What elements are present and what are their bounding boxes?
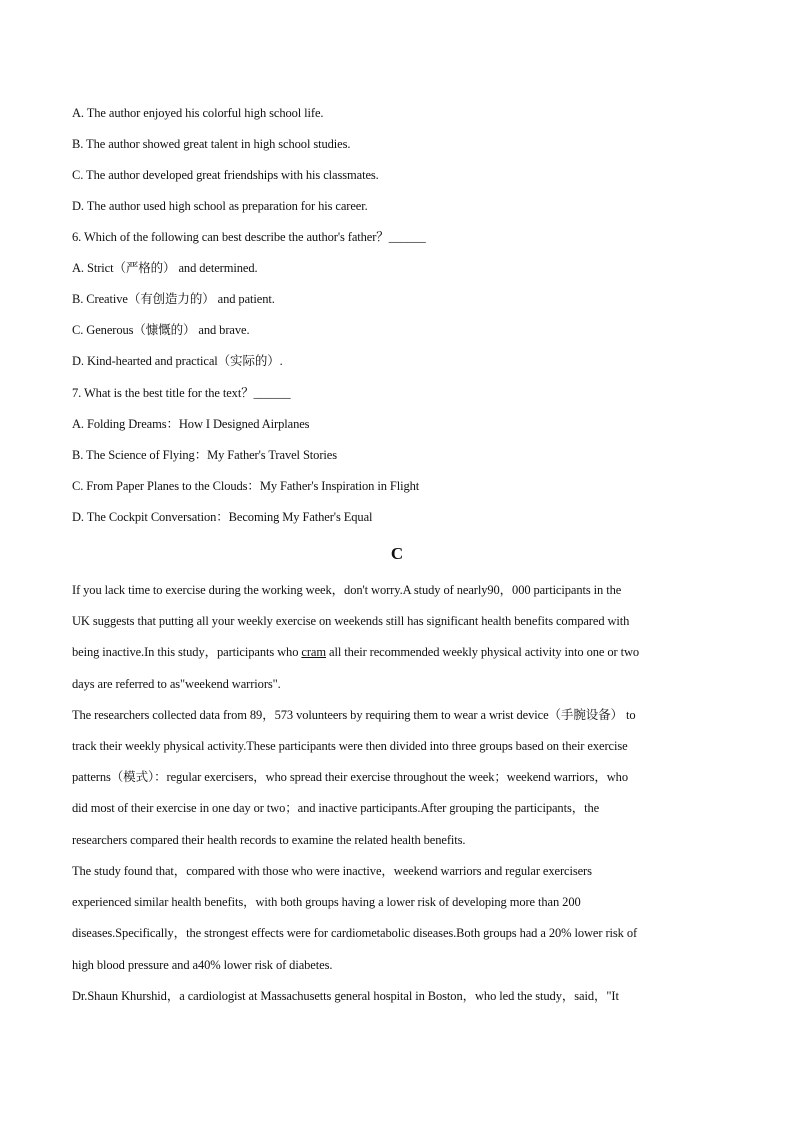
passage-line: The researchers collected data from 89，573 volunteers by requiring them to wear a wrist device（手腕设备） to (72, 708, 636, 722)
passage-line: UK suggests that putting all your weekly exercise on weekends still has significant health benefits compared with (72, 614, 630, 628)
q6-option-c: C. Generous（慷慨的） and brave. (72, 323, 250, 337)
passage-line: days are referred to as"weekend warriors". (72, 677, 281, 691)
q5-option-a: A. The author enjoyed his colorful high school life. (72, 106, 324, 120)
passage-line: researchers compared their health records to examine the related health benefits. (72, 833, 466, 847)
passage-text: being inactive.In this study，participants who (72, 645, 302, 659)
q5-option-b: B. The author showed great talent in high school studies. (72, 137, 351, 151)
q5-option-d: D. The author used high school as preparation for his career. (72, 199, 368, 213)
passage-line: The study found that，compared with those who were inactive，weekend warriors and regular exercisers (72, 864, 592, 878)
q7-option-a: A. Folding Dreams：How I Designed Airplanes (72, 417, 310, 431)
passage-line: patterns（模式）：regular exercisers，who spread their exercise throughout the week；weekend warriors，who (72, 770, 628, 784)
underlined-word-cram: cram (301, 645, 326, 659)
q6-option-d: D. Kind-hearted and practical（实际的）. (72, 354, 283, 368)
passage-line: If you lack time to exercise during the working week，don't worry.A study of nearly90，000 participants in the (72, 583, 622, 597)
section-title: C (390, 544, 404, 563)
passage-line: did most of their exercise in one day or two；and inactive participants.After grouping the participants，the (72, 801, 600, 815)
passage-text: all their recommended weekly physical activity into one or two (325, 645, 640, 659)
q6-option-a: A. Strict（严格的） and determined. (72, 261, 258, 275)
q7-stem: 7. What is the best title for the text？______ (72, 386, 291, 400)
passage-line (72, 644, 724, 660)
q6-option-b: B. Creative（有创造力的） and patient. (72, 292, 275, 306)
passage-line: Dr.Shaun Khurshid，a cardiologist at Massachusetts general hospital in Boston，who led the study，said，"It (72, 989, 619, 1003)
q7-option-d: D. The Cockpit Conversation：Becoming My Father's Equal (72, 510, 373, 524)
passage-line: track their weekly physical activity.These participants were then divided into three groups based on their exercise (72, 739, 628, 753)
passage-line: diseases.Specifically，the strongest effects were for cardiometabolic diseases.Both groups had a 20% lower risk of (72, 926, 638, 940)
q5-option-c: C. The author developed great friendships with his classmates. (72, 168, 379, 182)
q7-option-c: C. From Paper Planes to the Clouds：My Father's Inspiration in Flight (72, 479, 420, 493)
q6-stem: 6. Which of the following can best describe the author's father？______ (72, 230, 426, 244)
passage-line: experienced similar health benefits，with both groups having a lower risk of developing more than 200 (72, 895, 581, 909)
q7-option-b: B. The Science of Flying：My Father's Travel Stories (72, 448, 337, 462)
passage-line: high blood pressure and a40% lower risk of diabetes. (72, 958, 333, 972)
